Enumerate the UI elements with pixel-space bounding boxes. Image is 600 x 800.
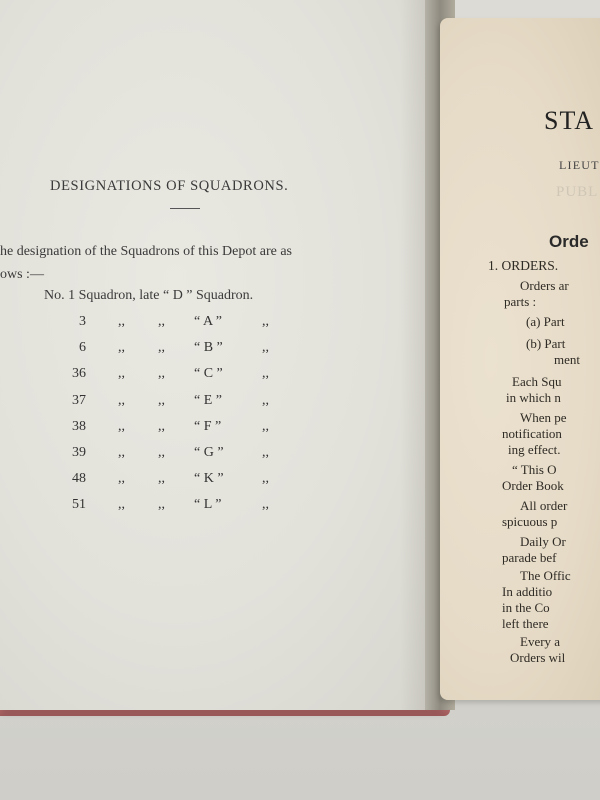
orders-text-line: Every a: [520, 634, 561, 649]
squadron-row: [0, 497, 300, 517]
orders-text-line: (b) Part: [526, 336, 566, 351]
right-page-title: STA: [544, 106, 595, 135]
ditto-mark: ,,: [262, 340, 269, 356]
ditto-mark: ,,: [118, 471, 125, 487]
orders-text-line: ing effect.: [508, 442, 561, 457]
ditto-mark: ,,: [118, 445, 125, 460]
orders-text-line: When pe: [520, 410, 567, 425]
ditto-mark: ,,: [158, 497, 165, 513]
ditto-mark: ,,: [262, 497, 269, 513]
former-squadron-letter: “ K ”: [194, 471, 224, 487]
orders-text-line: All order: [520, 498, 568, 513]
orders-text-line: in which n: [506, 390, 561, 405]
squadron-number: 3: [79, 314, 86, 329]
former-squadron-letter: “ E ”: [194, 392, 222, 408]
orders-text-line: (a) Part: [526, 314, 565, 329]
squadron-row: [0, 419, 300, 439]
ditto-mark: ,,: [118, 418, 125, 434]
squadron-row: [0, 366, 300, 386]
ditto-mark: ,,: [262, 445, 269, 460]
squadron-row: [0, 393, 300, 413]
intro-line-2: ows :—: [0, 267, 44, 282]
orders-text-line: In additio: [502, 584, 553, 599]
right-page-faded-subtitle: PUBL: [556, 184, 599, 200]
ditto-mark: ,,: [118, 497, 125, 513]
ditto-mark: ,,: [158, 471, 165, 487]
ditto-mark: ,,: [158, 392, 165, 408]
right-page-subtitle: LIEUT: [559, 158, 600, 172]
squadron-row: [0, 445, 300, 465]
orders-text-line: ment: [554, 352, 580, 367]
ditto-mark: ,,: [118, 314, 125, 329]
squadron-number: 36: [72, 366, 86, 382]
ditto-mark: ,,: [118, 366, 125, 382]
ditto-mark: ,,: [262, 418, 269, 434]
ditto-mark: ,,: [158, 340, 165, 356]
former-squadron-letter: “ L ”: [194, 497, 222, 513]
ditto-mark: ,,: [262, 392, 269, 408]
intro-line-1: he designation of the Squadrons of this Depot are as: [0, 244, 292, 259]
orders-heading: Orde: [549, 232, 589, 251]
squadron-row: [0, 314, 300, 334]
orders-section-title: 1. ORDERS.: [488, 258, 559, 273]
orders-text-line: Orders wil: [510, 650, 566, 665]
ditto-mark: ,,: [262, 471, 269, 487]
squadron-number: 38: [72, 418, 86, 434]
orders-text-line: spicuous p: [502, 514, 558, 529]
squadron-designations-heading: DESIGNATIONS OF SQUADRONS.: [50, 178, 289, 194]
former-squadron-letter: “ C ”: [194, 366, 223, 382]
ditto-mark: ,,: [158, 314, 165, 329]
heading-rule: [170, 208, 200, 209]
ditto-mark: ,,: [262, 314, 269, 329]
orders-text-line: left there: [502, 616, 549, 631]
right-page: [440, 18, 600, 700]
squadron-number: 51: [72, 497, 86, 513]
former-squadron-letter: “ B ”: [194, 340, 223, 356]
squadron-row: [0, 340, 300, 360]
former-squadron-letter: “ A ”: [194, 314, 222, 329]
ditto-mark: ,,: [158, 418, 165, 434]
squadron-number: 39: [72, 445, 86, 460]
orders-text-line: Order Book: [502, 478, 564, 493]
orders-text-line: parade bef: [502, 550, 557, 565]
ditto-mark: ,,: [118, 392, 125, 408]
orders-text-line: in the Co: [502, 600, 550, 615]
ditto-mark: ,,: [158, 445, 165, 460]
orders-text-line: notification: [502, 426, 562, 441]
orders-text-line: Each Squ: [512, 374, 562, 389]
former-squadron-letter: “ G ”: [194, 445, 224, 460]
squadron-number: 48: [72, 471, 86, 487]
orders-text-line: The Offic: [520, 568, 571, 583]
ditto-mark: ,,: [262, 366, 269, 382]
orders-text-line: parts :: [504, 294, 537, 309]
squadron-number: 37: [72, 392, 86, 408]
ditto-mark: ,,: [118, 340, 125, 356]
former-squadron-letter: “ F ”: [194, 418, 222, 434]
first-squadron-row: No. 1 Squadron, late “ D ” Squadron.: [44, 288, 254, 303]
orders-text-line: Daily Or: [520, 534, 566, 549]
ditto-mark: ,,: [158, 366, 165, 382]
orders-text-line: “ This O: [512, 462, 557, 477]
squadron-row: [0, 471, 300, 491]
squadron-number: 6: [79, 340, 86, 356]
orders-text-line: Orders ar: [520, 278, 569, 293]
